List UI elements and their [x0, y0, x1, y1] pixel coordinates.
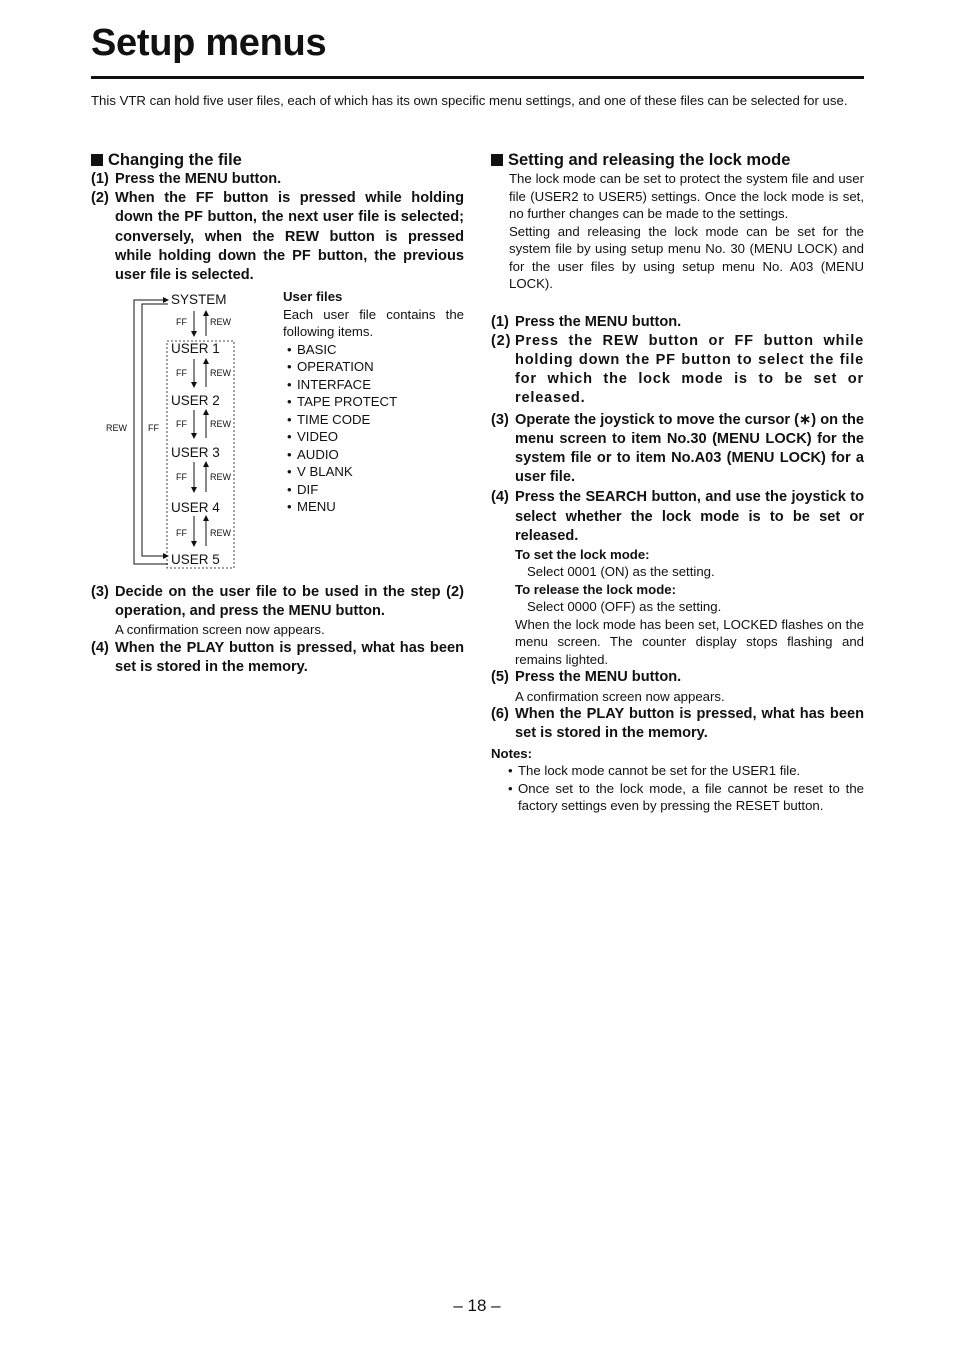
- set-lock-text: Select 0001 (ON) as the setting.: [527, 564, 715, 580]
- list-item: • BASIC: [285, 341, 464, 359]
- left-step-2: (2) When the FF button is pressed while holding down the PF button, the next user file is selected; conversely, when the REW button is pressed while holding down the PF button, the previous user file is selected.: [91, 190, 464, 284]
- right-step-2: (2) Press the REW button or FF button while holding down the PF button to select the file for which the lock mode is to be set or released.: [491, 332, 864, 407]
- ff-label: FF: [176, 317, 187, 327]
- diagram-file-user2: USER 2: [171, 393, 220, 408]
- user-files-list: [283, 341, 464, 516]
- section-heading-changing-file: Changing the file: [91, 150, 464, 170]
- ff-label: FF: [176, 368, 187, 378]
- right-step-5-note: A confirmation screen now appears.: [515, 688, 725, 704]
- release-lock-text: Select 0000 (OFF) as the setting.: [527, 599, 722, 615]
- list-item: • OPERATION: [285, 358, 464, 376]
- user-files-heading: User files: [283, 289, 343, 304]
- list-item: • INTERFACE: [285, 376, 464, 394]
- ff-label: FF: [176, 528, 187, 538]
- notes-heading: Notes:: [491, 745, 533, 761]
- right-step-6: (6) When the PLAY button is pressed, what has been set is stored in the memory.: [491, 706, 864, 742]
- title-rule: [91, 76, 864, 79]
- user-files-desc: Each user file contains the following items.: [283, 306, 464, 339]
- section-heading-lock-mode: Setting and releasing the lock mode: [491, 150, 864, 170]
- left-step-3-note: A confirmation screen now appears.: [115, 622, 325, 638]
- right-column: [491, 150, 864, 815]
- list-item: • AUDIO: [285, 446, 464, 464]
- rew-label: REW: [210, 528, 231, 538]
- list-item: • VIDEO: [285, 428, 464, 446]
- rew-label: REW: [210, 317, 231, 327]
- list-item: • DIF: [285, 481, 464, 499]
- diagram-file-user5: USER 5: [171, 552, 220, 567]
- user-files-box: [283, 288, 464, 516]
- rew-label: REW: [210, 368, 231, 378]
- right-step-1: (1) Press the MENU button.: [491, 313, 682, 330]
- set-lock-heading: To set the lock mode:: [515, 546, 650, 562]
- list-item: • MENU: [285, 498, 464, 516]
- left-column: [91, 150, 464, 285]
- diagram-file-user4: USER 4: [171, 500, 220, 515]
- rew-label: REW: [210, 419, 231, 429]
- outer-rew-label: REW: [106, 423, 127, 433]
- ff-label: FF: [176, 419, 187, 429]
- rew-label: REW: [210, 472, 231, 482]
- inner-ff-label: FF: [148, 423, 159, 433]
- left-step-3: (3) Decide on the user file to be used in the step (2) operation, and press the MENU button.: [91, 584, 464, 620]
- list-item: • V BLANK: [285, 463, 464, 481]
- ff-label: FF: [176, 472, 187, 482]
- left-step-1: (1) Press the MENU button.: [91, 171, 282, 187]
- list-item: • Once set to the lock mode, a file cannot be reset to the factory settings even by pressing the RESET button.: [506, 780, 864, 815]
- page-number: – 18 –: [453, 1296, 501, 1315]
- notes-list: [491, 762, 864, 815]
- release-lock-heading: To release the lock mode:: [515, 581, 676, 597]
- right-step-4: (4) Press the SEARCH button, and use the joystick to select whether the lock mode is to be set or released.: [491, 489, 864, 544]
- left-column-lower: [91, 583, 464, 677]
- list-item: • The lock mode cannot be set for the USER1 file.: [506, 762, 864, 780]
- diagram-file-user3: USER 3: [171, 445, 220, 460]
- list-item: • TIME CODE: [285, 411, 464, 429]
- locked-note: When the lock mode has been set, LOCKED flashes on the menu screen. The counter display stops flashing and remains lighted.: [515, 616, 864, 667]
- right-step-5: (5) Press the MENU button.: [491, 669, 682, 686]
- square-bullet-icon: [91, 154, 103, 166]
- intro-text: This VTR can hold five user files, each of which has its own specific menu settings, and one of these files can be selected for use.: [91, 93, 848, 108]
- spacer: [491, 293, 864, 313]
- diagram-file-user1: USER 1: [171, 341, 220, 356]
- user-file-diagram: [96, 288, 281, 574]
- lock-mode-para-2: Setting and releasing the lock mode can be set for the system file by using setup menu No. 30 (MENU LOCK) and for the user files by using setup menu No. A03 (MENU LOCK).: [509, 223, 864, 291]
- right-step-3: (3) Operate the joystick to move the cursor (∗) on the menu screen to item No.30 (MENU LOCK) for the system file or to item No.A03 (MENU LOCK) for a user file.: [491, 411, 864, 486]
- diagram-file-system: SYSTEM: [171, 292, 227, 307]
- left-step-4: (4) When the PLAY button is pressed, what has been set is stored in the memory.: [91, 639, 464, 676]
- lock-mode-para-1: The lock mode can be set to protect the system file and user file (USER2 to USER5) settings. Once the lock mode is set, no further changes can be made to the settings.: [509, 171, 864, 221]
- page-title: Setup menus: [91, 22, 327, 64]
- square-bullet-icon: [491, 154, 503, 166]
- list-item: • TAPE PROTECT: [285, 393, 464, 411]
